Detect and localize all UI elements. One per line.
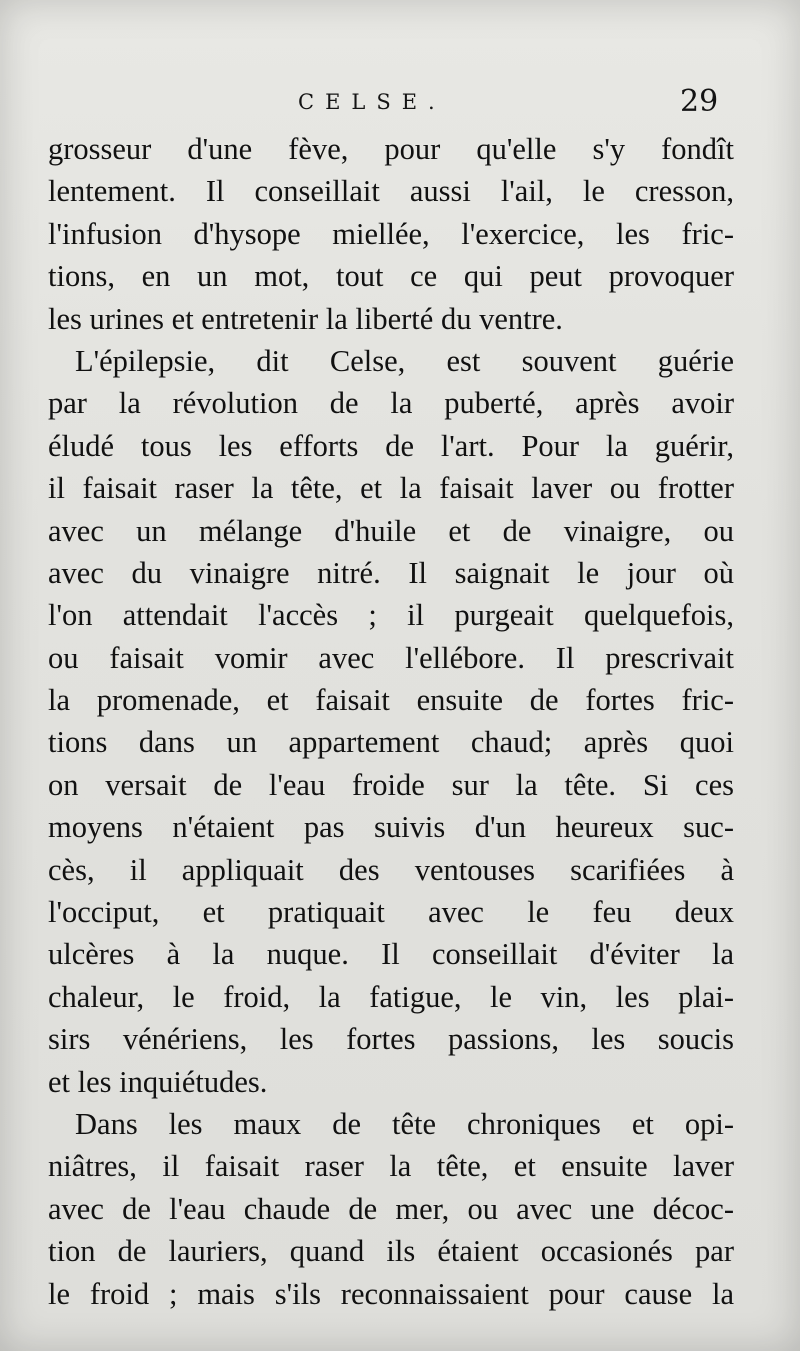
text-line: la promenade, et faisait ensuite de fortes fric- — [48, 683, 734, 718]
text-line: tion de lauriers, quand ils étaient occasionés par — [48, 1234, 734, 1269]
text-line: ulcères à la nuque. Il conseillait d'éviter la — [48, 937, 734, 972]
text-line: Dans les maux de tête chroniques et opi- — [75, 1106, 734, 1141]
text-line: tions, en un mot, tout ce qui peut provoquer — [48, 259, 734, 294]
text-line: sirs vénériens, les fortes passions, les soucis — [48, 1022, 734, 1057]
text-line: les urines et entretenir la liberté du ventre. — [48, 301, 563, 336]
text-line: il faisait raser la tête, et la faisait laver ou frotter — [48, 471, 734, 506]
text-line: chaleur, le froid, la fatigue, le vin, les plai- — [48, 979, 734, 1014]
text-line: l'infusion d'hysope miellée, l'exercice, les fric- — [48, 216, 734, 251]
text-line: cès, il appliquait des ventouses scarifiées à — [48, 852, 734, 887]
text-line: et les inquiétudes. — [48, 1064, 268, 1099]
text-line: avec de l'eau chaude de mer, ou avec une décoc- — [48, 1191, 734, 1226]
text-line: on versait de l'eau froide sur la tête. Si ces — [48, 767, 734, 802]
text-line: par la révolution de la puberté, après avoir — [48, 386, 734, 421]
text-line: éludé tous les efforts de l'art. Pour la guérir, — [48, 428, 734, 463]
text-line: tions dans un appartement chaud; après quoi — [48, 725, 734, 760]
text-line: niâtres, il faisait raser la tête, et ensuite laver — [48, 1149, 734, 1184]
text-line: grosseur d'une fève, pour qu'elle s'y fondît — [48, 132, 734, 166]
running-head — [0, 84, 800, 124]
text-line: moyens n'étaient pas suivis d'un heureux suc- — [48, 810, 734, 845]
text-line: avec un mélange d'huile et de vinaigre, ou — [48, 513, 734, 548]
page-number: 29 — [680, 84, 719, 119]
text-line: le froid ; mais s'ils reconnaissaient pour cause la — [48, 1276, 734, 1311]
text-line: ou faisait vomir avec l'ellébore. Il prescrivait — [48, 640, 734, 675]
body-text — [48, 128, 734, 1315]
text-line: l'occiput, et pratiquait avec le feu deux — [48, 895, 734, 930]
running-title: CELSE. — [298, 90, 446, 114]
text-line: l'on attendait l'accès ; il purgeait quelquefois, — [48, 598, 734, 633]
text-line: avec du vinaigre nitré. Il saignait le jour où — [48, 555, 734, 590]
text-line: lentement. Il conseillait aussi l'ail, le cresson, — [48, 174, 734, 209]
text-line: L'épilepsie, dit Celse, est souvent guérie — [75, 343, 734, 378]
